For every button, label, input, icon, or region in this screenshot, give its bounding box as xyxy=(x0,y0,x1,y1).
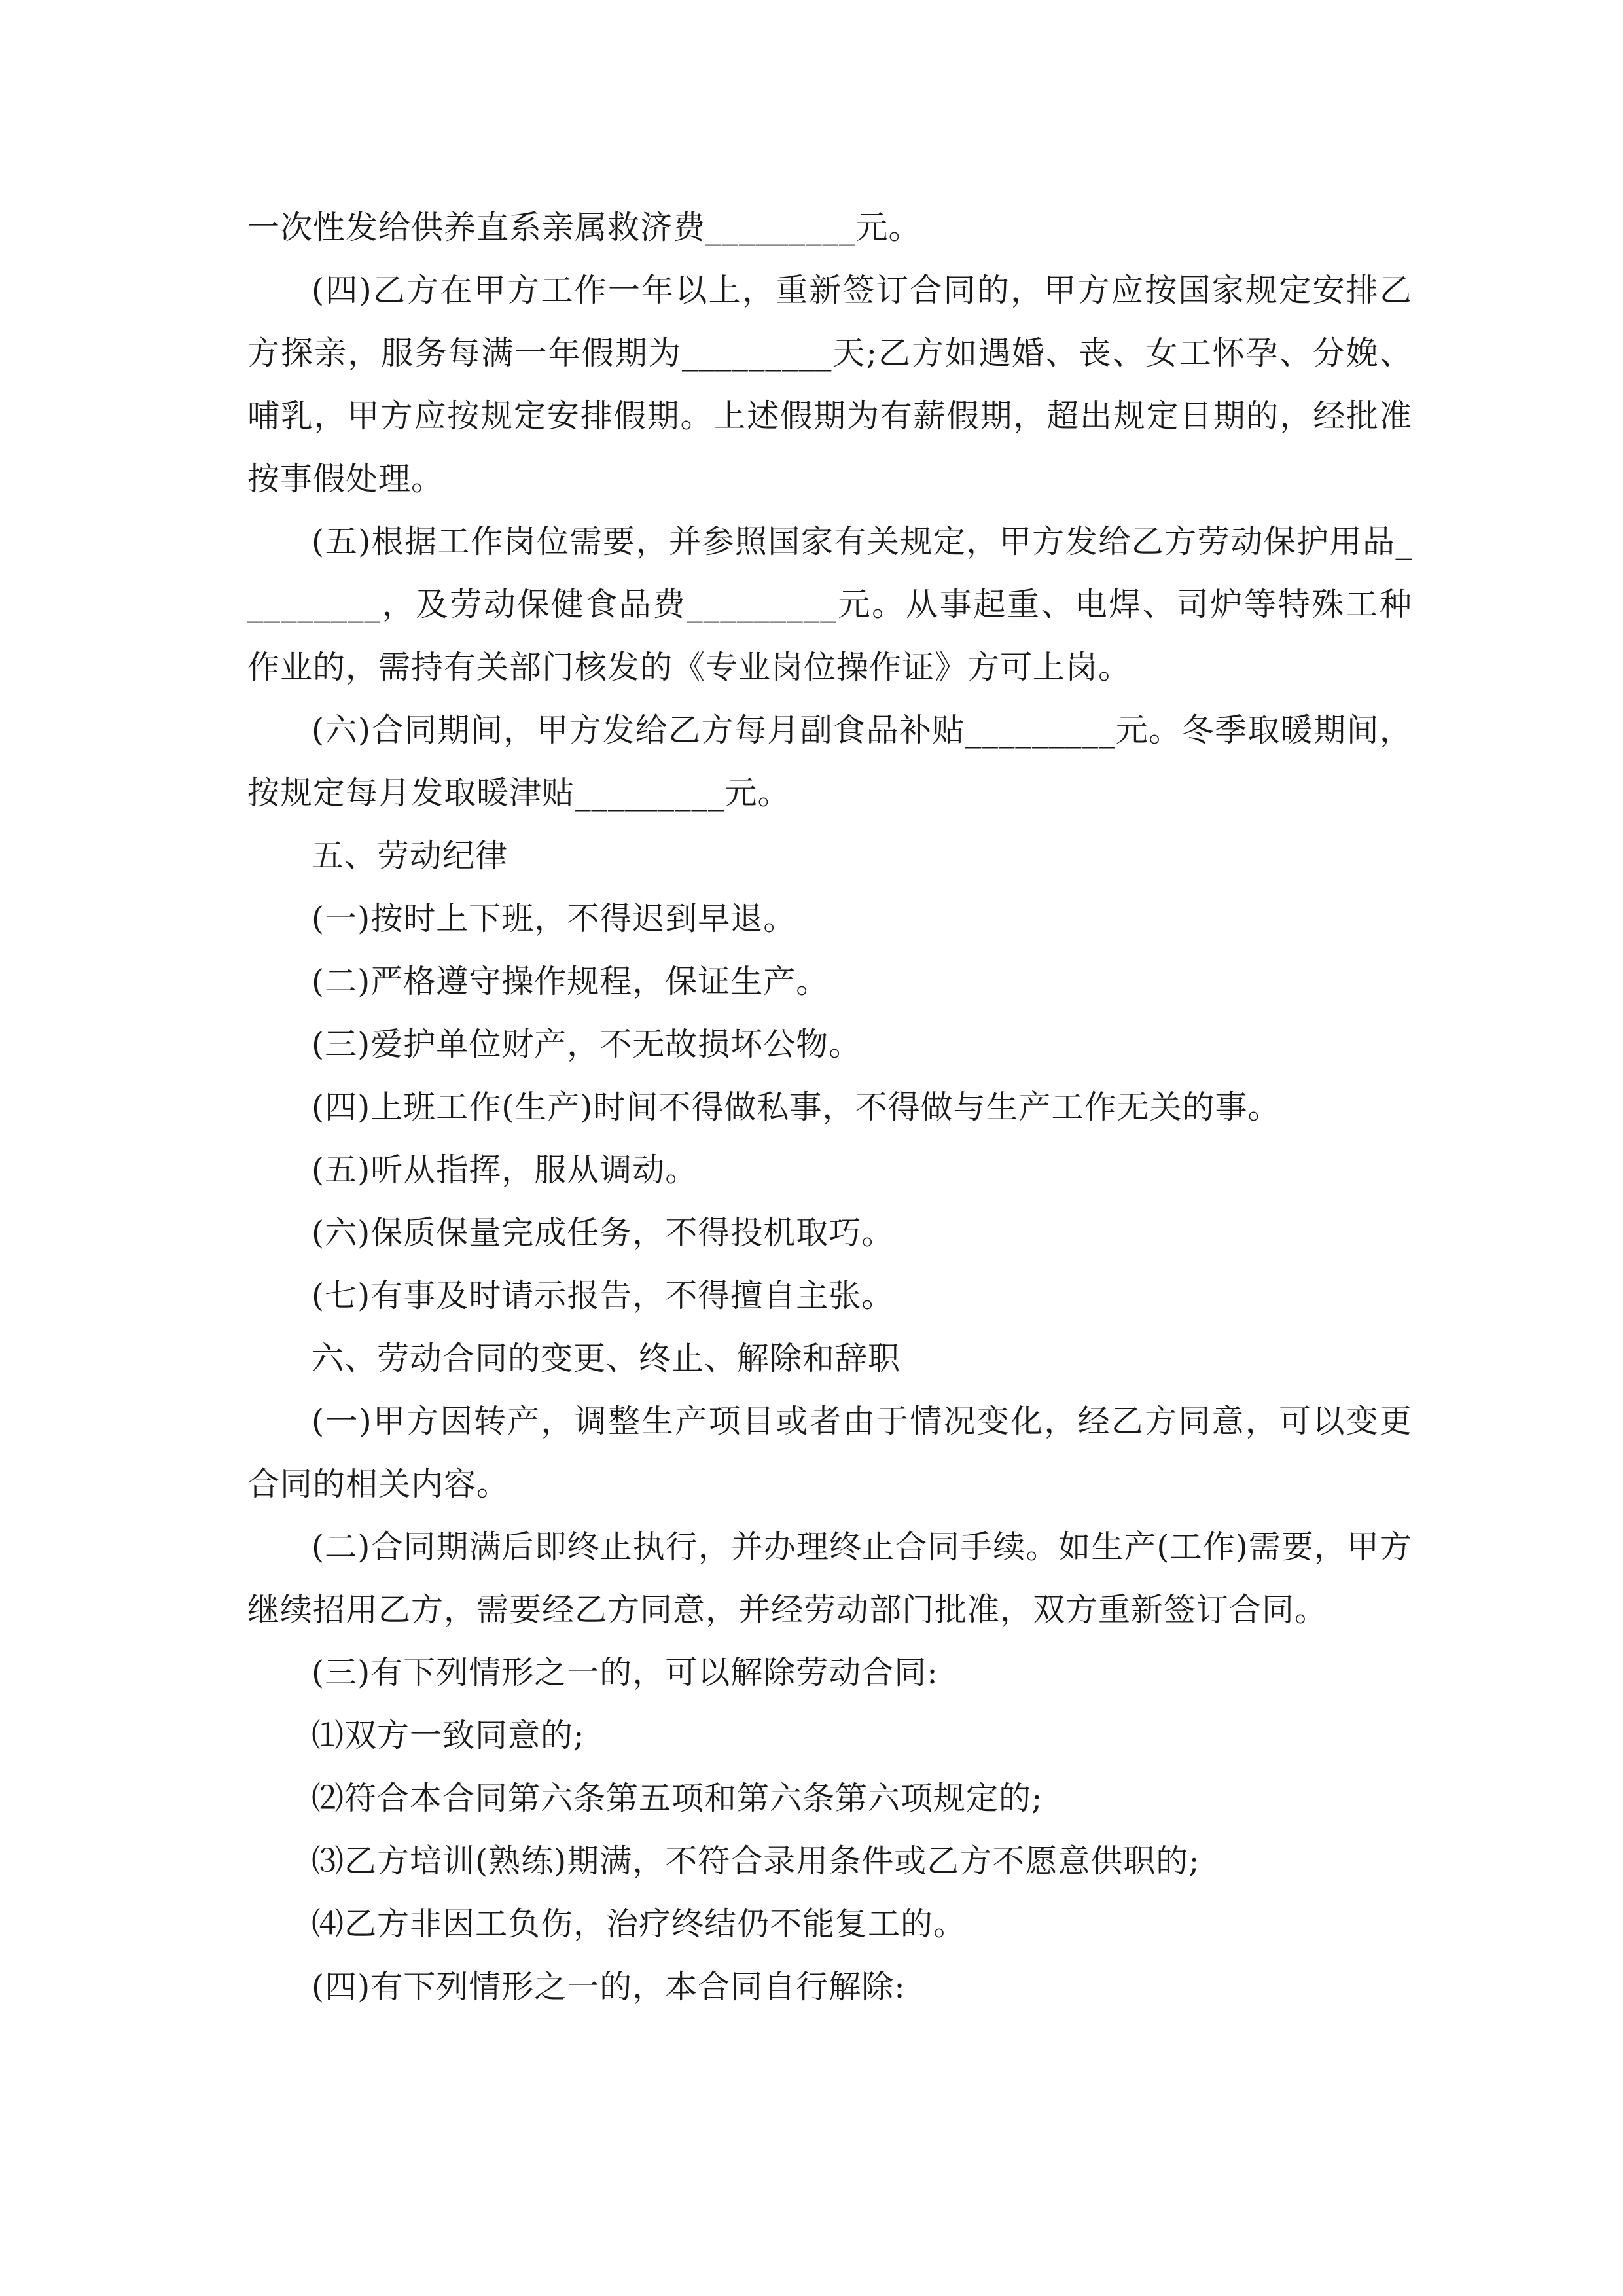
termination-condition-3: ⑶乙方培训(熟练)期满，不符合录用条件或乙方不愿意供职的; xyxy=(312,1842,1200,1880)
termination-condition-2: ⑵符合本合同第六条第五项和第六条第六项规定的; xyxy=(312,1780,1043,1817)
document-body xyxy=(247,196,1412,2018)
paragraph-food-subsidy: (六)合同期间，甲方发给乙方每月副食品补贴_________元。冬季取暖期间，按规定每月发取暖津贴_________元。 xyxy=(247,711,1412,812)
discipline-item-7: (七)有事及时请示报告，不得擅自主张。 xyxy=(312,1277,895,1314)
section-heading-contract-changes: 六、劳动合同的变更、终止、解除和辞职 xyxy=(312,1340,901,1377)
section-heading-labor-discipline: 五、劳动纪律 xyxy=(312,837,508,874)
termination-condition-4: ⑷乙方非因工负伤，治疗终结仍不能复工的。 xyxy=(312,1905,967,1943)
contract-item-4: (四)有下列情形之一的，本合同自行解除: xyxy=(312,1968,906,2005)
discipline-item-1: (一)按时上下班，不得迟到早退。 xyxy=(312,900,796,937)
discipline-item-3: (三)爱护单位财产，不无故损坏公物。 xyxy=(312,1026,862,1063)
contract-item-2: (二)合同期满后即终止执行，并办理终止合同手续。如生产(工作)需要，甲方继续招用乙方，需要经乙方同意，并经劳动部门批准，双方重新签订合同。 xyxy=(247,1528,1412,1628)
discipline-item-2: (二)严格遵守操作规程，保证生产。 xyxy=(312,963,829,1000)
contract-item-1: (一)甲方因转产，调整生产项目或者由于情况变化，经乙方同意，可以变更合同的相关内容。 xyxy=(247,1403,1412,1503)
termination-condition-1: ⑴双方一致同意的; xyxy=(312,1717,585,1754)
paragraph-relief-fee: 一次性发给供养直系亲属救济费_________元。 xyxy=(247,209,921,246)
discipline-item-5: (五)听从指挥，服从调动。 xyxy=(312,1151,698,1189)
discipline-item-6: (六)保质保量完成任务，不得投机取巧。 xyxy=(312,1214,895,1251)
paragraph-home-leave: (四)乙方在甲方工作一年以上，重新签订合同的，甲方应按国家规定安排乙方探亲，服务每满一年假期为_________天;乙方如遇婚、丧、女工怀孕、分娩、哺乳，甲方应按规定安排假期。上述假期为有薪假期，超出规定日期的，经批准按事假处理。 xyxy=(247,272,1412,497)
contract-item-3: (三)有下列情形之一的，可以解除劳动合同: xyxy=(312,1654,938,1691)
paragraph-protective-equipment: (五)根据工作岗位需要，并参照国家有关规定，甲方发给乙方劳动保护用品_________，及劳动保健食品费_________元。从事起重、电焊、司炉等特殊工种作业的，需持有关部门核发的《专业岗位操作证》方可上岗。 xyxy=(247,523,1412,686)
discipline-item-4: (四)上班工作(生产)时间不得做私事，不得做与生产工作无关的事。 xyxy=(312,1088,1281,1126)
